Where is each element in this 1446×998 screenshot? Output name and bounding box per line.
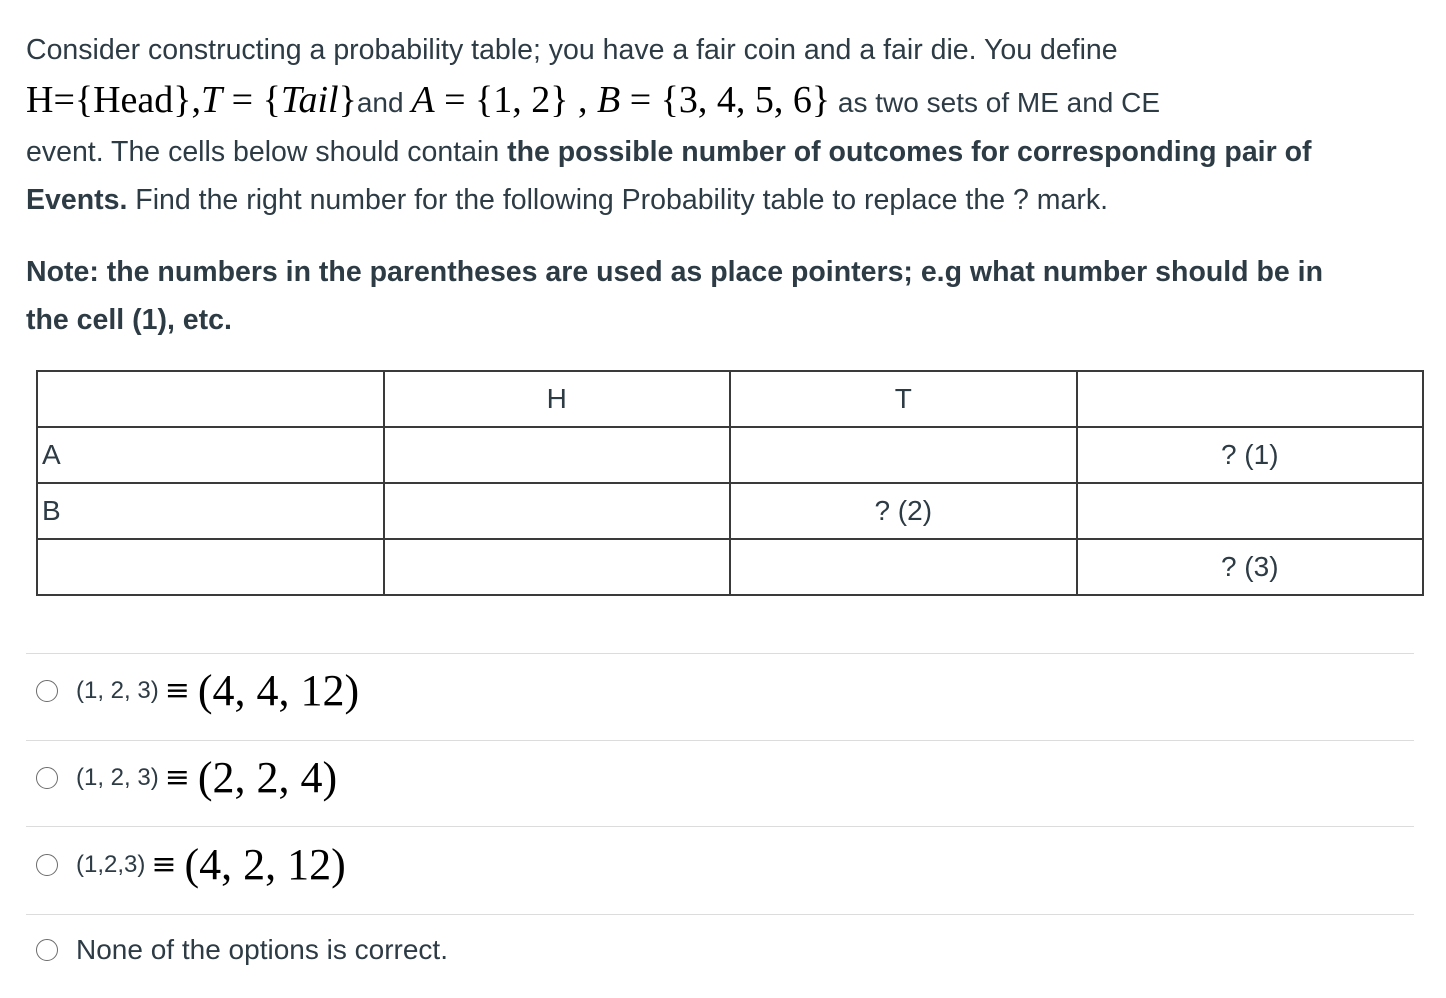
- option-values: (4, 4, 12): [197, 666, 360, 715]
- divider: [26, 653, 1414, 654]
- option-label: (1, 2, 3): [76, 676, 159, 704]
- table-cell: A: [37, 427, 384, 483]
- table-cell: ? (2): [730, 483, 1077, 539]
- divider: [26, 826, 1414, 827]
- question-line-4: [26, 184, 1416, 217]
- table-header-cell: T: [730, 371, 1077, 427]
- equiv-symbol: ≡: [164, 673, 190, 708]
- table-cell: [1077, 483, 1424, 539]
- table-header-cell: [37, 371, 384, 427]
- math-H-definition: H={Head},: [26, 79, 202, 121]
- math-B-set: = {3, 4, 5, 6}: [620, 79, 831, 121]
- line3-bold-text: the possible number of outcomes for corresponding pair of: [507, 136, 1312, 168]
- math-B-var: B: [597, 79, 621, 121]
- radio-button[interactable]: [36, 854, 58, 876]
- question-line-2: [26, 78, 1416, 122]
- table-cell: [730, 427, 1077, 483]
- option-label: (1, 2, 3): [76, 763, 159, 791]
- math-A-var: A: [411, 79, 435, 121]
- table-row: [37, 539, 1423, 595]
- line4-bold-text: Events.: [26, 184, 128, 216]
- probability-table: [36, 370, 1424, 596]
- math-T-word: Tail: [280, 79, 339, 121]
- answer-option-3[interactable]: [36, 839, 346, 890]
- option-values: (4, 2, 12): [184, 840, 346, 889]
- math-T-var: T: [201, 79, 223, 121]
- option-values: (2, 2, 4): [197, 753, 338, 802]
- table-cell: [37, 539, 384, 595]
- option-text: None of the options is correct.: [76, 934, 448, 965]
- table-cell: [384, 483, 731, 539]
- table-cell: B: [37, 483, 384, 539]
- line2-tail-text: as two sets of ME and CE: [830, 87, 1161, 118]
- table-row: [37, 427, 1423, 483]
- line3-text: event. The cells below should contain: [26, 136, 508, 168]
- math-T-eq: = {: [222, 79, 281, 121]
- answer-option-1[interactable]: [36, 665, 359, 716]
- table-header-row: [37, 371, 1423, 427]
- question-line-3: [26, 136, 1416, 169]
- radio-button[interactable]: [36, 680, 58, 702]
- table-header-cell: [1077, 371, 1424, 427]
- table-header-cell: H: [384, 371, 731, 427]
- note-line-2: the cell (1), etc.: [26, 304, 232, 336]
- option-label: (1,2,3): [76, 850, 146, 878]
- answer-option-2[interactable]: [36, 752, 337, 803]
- table-cell: [730, 539, 1077, 595]
- radio-button[interactable]: [36, 767, 58, 789]
- radio-button[interactable]: [36, 939, 58, 961]
- note-line-1: Note: the numbers in the parentheses are used as place pointers; e.g what number should be in: [26, 256, 1324, 288]
- answer-option-4[interactable]: [36, 934, 448, 966]
- math-T-close: }: [338, 79, 357, 121]
- table-cell: [384, 539, 731, 595]
- table-cell: ? (1): [1077, 427, 1424, 483]
- and-text: and: [356, 87, 412, 118]
- equiv-symbol: ≡: [164, 760, 190, 795]
- math-A-set: = {1, 2} ,: [434, 79, 597, 121]
- equiv-symbol: ≡: [151, 847, 177, 882]
- table-row: [37, 483, 1423, 539]
- divider: [26, 914, 1414, 915]
- divider: [26, 740, 1414, 741]
- table-cell: [384, 427, 731, 483]
- line4-text: Find the right number for the following Probability table to replace the ? mark.: [127, 184, 1108, 216]
- question-line-1: Consider constructing a probability table; you have a fair coin and a fair die. You define: [26, 34, 1118, 66]
- table-cell: ? (3): [1077, 539, 1424, 595]
